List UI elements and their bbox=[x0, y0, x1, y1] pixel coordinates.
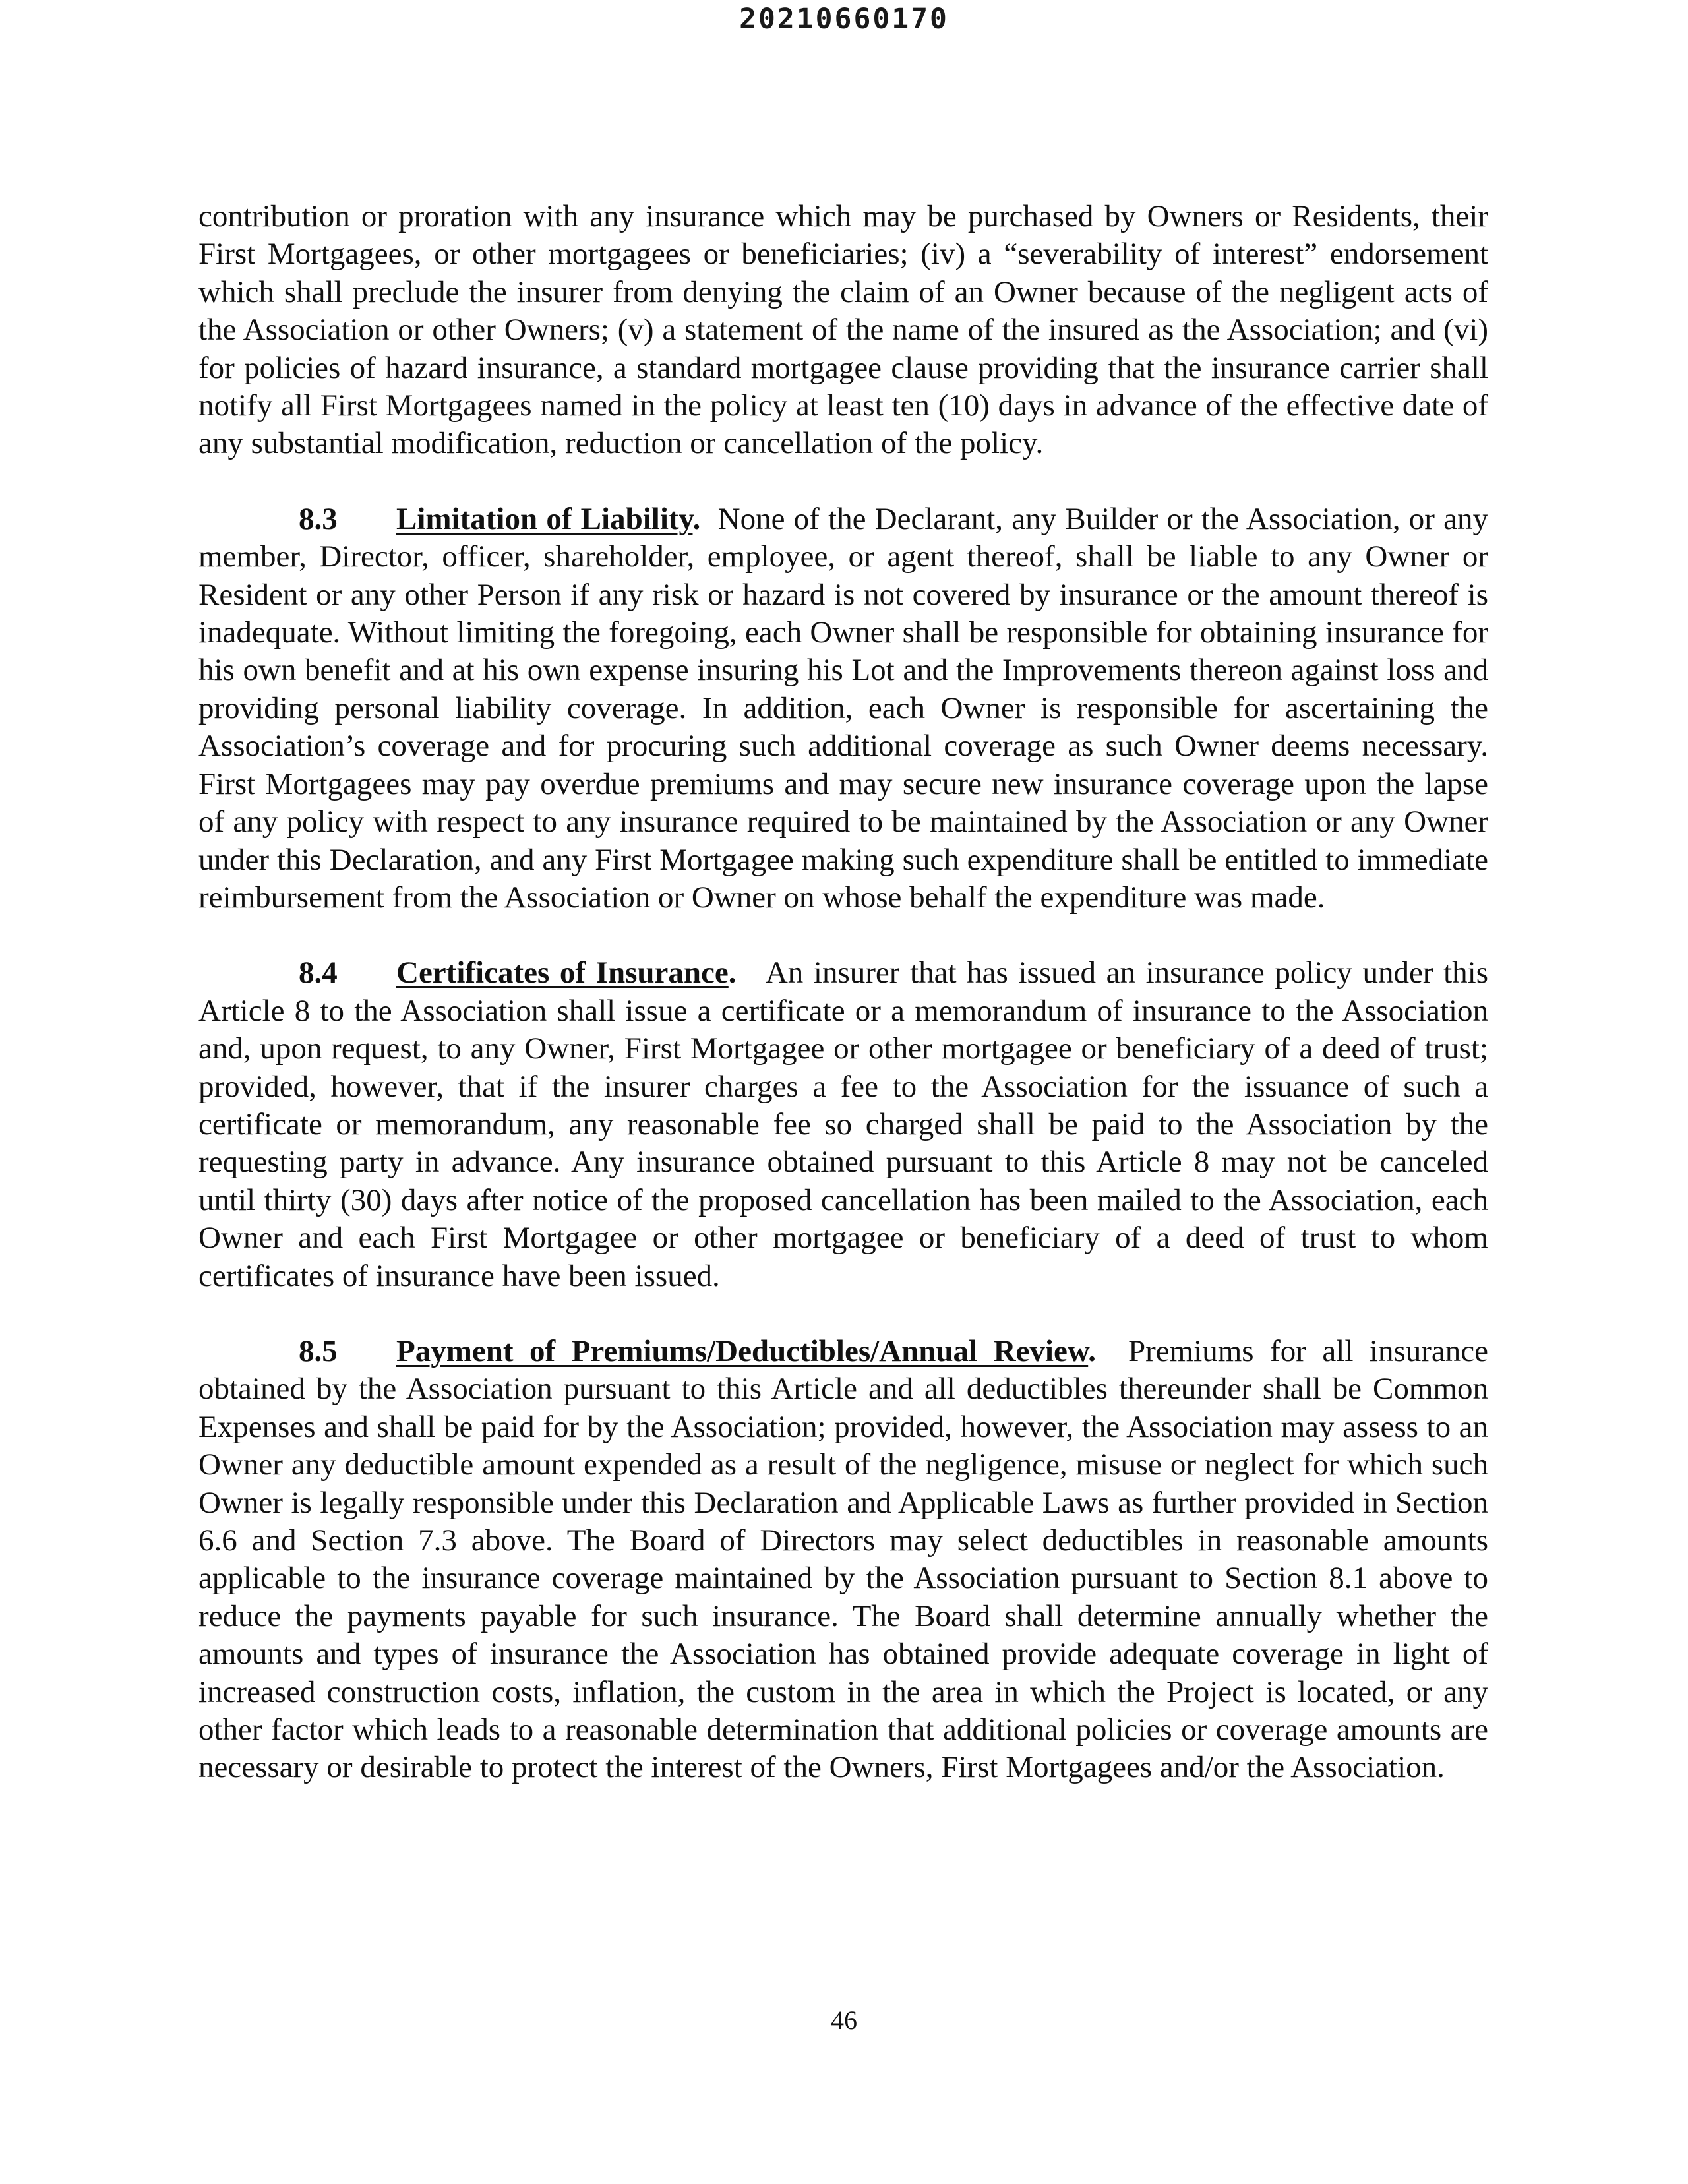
section-body: None of the Declarant, any Builder or the Association, or any member, Director, officer, shareholder, employee, or agent thereof, shall be liable to any Owner or Resident or any other Person if any risk or hazard is not covered by insurance or the amount thereof is inadequate. Without limiting the foregoing, each Owner shall be responsible for obtaining insurance for his own benefit and at his own expense insuring his Lot and the Improvements thereon against loss and providing personal liability coverage. In addition, each Owner is responsible for ascertaining the Association’s coverage and for procuring such additional coverage as such Owner deems necessary. First Mortgagees may pay overdue premiums and may secure new insurance coverage upon the lapse of any policy with respect to any insurance required to be maintained by the Association or any Owner under this Declaration, and any First Mortgagee making such expenditure shall be entitled to immediate reimbursement from the Association or Owner on whose behalf the expenditure was made. bbox=[198, 501, 1488, 915]
opening-paragraph: contribution or proration with any insurance which may be purchased by Owners or Residents, their First Mortgagees, or other mortgagees or beneficiaries; (iv) a “severability of interest” endorsement which shall preclude the insurer from denying the claim of an Owner because of the negligent acts of the Association or other Owners; (v) a statement of the name of the insured as the Association; and (vi) for policies of hazard insurance, a standard mortgagee clause providing that the insurance carrier shall notify all First Mortgagees named in the policy at least ten (10) days in advance of the effective date of any substantial modification, reduction or cancellation of the policy. bbox=[198, 199, 1488, 461]
section-8-3: 8.3 Limitation of Liability. None of the Declarant, any Builder or the Association, or any member, Director, officer, shareholder, employee, or agent thereof, shall be liable to any Owner or Resident or any other Person if any risk or hazard is not covered by insurance or the amount thereof is inadequate. Without limiting the foregoing, each Owner shall be responsible for obtaining insurance for his own benefit and at his own expense insuring his Lot and the Improvements thereon against loss and providing personal liability coverage. In addition, each Owner is responsible for ascertaining the Association’s coverage and for procuring such additional coverage as such Owner deems necessary. First Mortgagees may pay overdue premiums and may secure new insurance coverage upon the lapse of any policy with respect to any insurance required to be maintained by the Association or any Owner under this Declaration, and any First Mortgagee making such expenditure shall be entitled to immediate reimbursement from the Association or Owner on whose behalf the expenditure was made. bbox=[198, 501, 1488, 915]
section-number: 8.4 bbox=[299, 956, 338, 990]
section-number: 8.5 bbox=[299, 1333, 338, 1368]
section-8-4: 8.4 Certificates of Insurance. An insurer that has issued an insurance policy under this Article 8 to the Association shall issue a certificate or a memorandum of insurance to the Association and, upon request, to any Owner, First Mortgagee or other mortgagee or beneficiary of a deed of trust; provided, however, that if the insurer charges a fee to the Association for the issuance of such a certificate or memorandum, any reasonable fee so charged shall be paid to the Association by the requesting party in advance. Any insurance obtained pursuant to this Article 8 may not be canceled until thirty (30) days after notice of the proposed cancellation has been mailed to the Association, each Owner and each First Mortgagee or other mortgagee or beneficiary of a deed of trust to whom certificates of insurance have been issued. bbox=[198, 956, 1489, 1293]
section-8-5: 8.5 Payment of Premiums/Deductibles/Annual Review. Premiums for all insurance obtained by the Association pursuant to this Article and all deductibles thereunder shall be Common Expenses and shall be paid for by the Association; provided, however, the Association may assess to an Owner any deductible amount expended as a result of the negligence, misuse or neglect for which such Owner is legally responsible under this Declaration and Applicable Laws as further provided in Section 6.6 and Section 7.3 above. The Board of Directors may select deductibles in reasonable amounts applicable to the insurance coverage maintained by the Association pursuant to Section 8.1 above to reduce the payments payable for such insurance. The Board shall determine annually whether the amounts and types of insurance the Association has obtained provide adequate coverage in light of increased construction costs, inflation, the custom in the area in which the Project is located, or any other factor which leads to a reasonable determination that additional policies or coverage amounts are necessary or desirable to protect the interest of the Owners, First Mortgagees and/or the Association. bbox=[198, 1333, 1488, 1785]
section-body: An insurer that has issued an insurance policy under this Article 8 to the Association shall issue a certificate or a memorandum of insurance to the Association and, upon request, to any Owner, First Mortgagee or other mortgagee or beneficiary of a deed of trust; provided, however, that if the insurer charges a fee to the Association for the issuance of such a certificate or memorandum, any reasonable fee so charged shall be paid to the Association by the requesting party in advance. Any insurance obtained pursuant to this Article 8 may not be canceled until thirty (30) days after notice of the proposed cancellation has been mailed to the Association, each Owner and each First Mortgagee or other mortgagee or beneficiary of a deed of trust to whom certificates of insurance have been issued. bbox=[198, 956, 1489, 1293]
section-body: Premiums for all insurance obtained by the Association pursuant to this Article and all deductibles thereunder shall be Common Expenses and shall be paid for by the Association; provided, however, the Association may assess to an Owner any deductible amount expended as a result of the negligence, misuse or neglect for which such Owner is legally responsible under this Declaration and Applicable Laws as further provided in Section 6.6 and Section 7.3 above. The Board of Directors may select deductibles in reasonable amounts applicable to the insurance coverage maintained by the Association pursuant to Section 8.1 above to reduce the payments payable for such insurance. The Board shall determine annually whether the amounts and types of insurance the Association has obtained provide adequate coverage in light of increased construction costs, inflation, the custom in the area in which the Project is located, or any other factor which leads to a reasonable determination that additional policies or coverage amounts are necessary or desirable to protect the interest of the Owners, First Mortgagees and/or the Association. bbox=[198, 1333, 1488, 1785]
page-body bbox=[198, 198, 1488, 1825]
document-number: 20210660170 bbox=[739, 3, 949, 36]
page-number: 46 bbox=[831, 2005, 857, 2035]
section-heading: Limitation of Liability bbox=[396, 501, 693, 536]
section-heading: Payment of Premiums/Deductibles/Annual Review bbox=[396, 1333, 1089, 1368]
section-heading: Certificates of Insurance bbox=[396, 956, 729, 990]
section-number: 8.3 bbox=[299, 501, 338, 536]
